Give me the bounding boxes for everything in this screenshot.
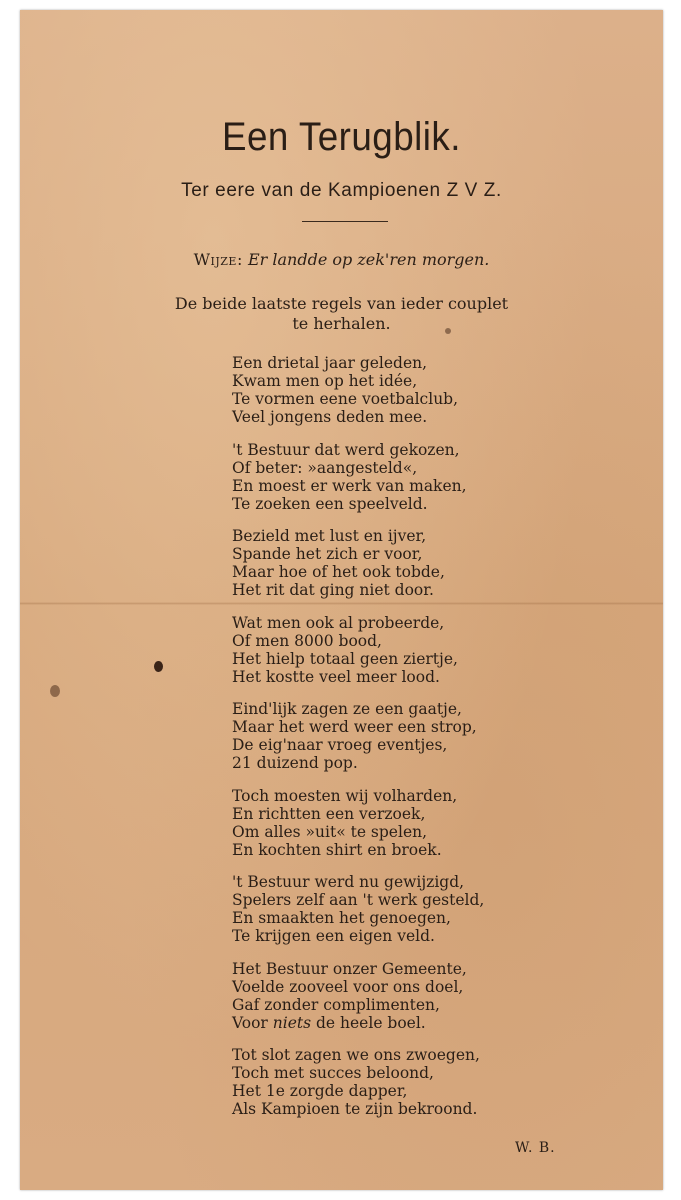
poem-line: Veel jongens deden mee. [232, 408, 428, 426]
divider [302, 221, 388, 222]
stanza [232, 960, 652, 1032]
poem-line: Eind'lijk zagen ze een gaatje, [232, 700, 462, 718]
song-sheet [20, 10, 663, 1190]
poem-line: Het rit dat ging niet door. [232, 581, 434, 599]
poem-line: Toch met succes beloond, [232, 1064, 434, 1082]
poem-line: Te krijgen een eigen veld. [232, 927, 435, 945]
repeat-note-line: De beide laatste regels van ieder couplet [174, 294, 509, 313]
signature: W. B. [515, 1140, 556, 1156]
stain-spot [50, 685, 60, 697]
poem-line: Te vormen eene voetbalclub, [232, 390, 459, 408]
poem-line: Het kostte veel meer lood. [232, 667, 440, 686]
poem [232, 354, 652, 1133]
poem-line: En moest er werk van maken, [232, 476, 467, 495]
poem-line: Maar het werd weer een strop, [232, 718, 477, 736]
poem-line: Voelde zooveel voor ons doel, [232, 977, 464, 996]
poem-line: Spande het zich er voor, [232, 545, 423, 563]
poem-line: Bezield met lust en ijver, [232, 527, 427, 545]
stanza [232, 1046, 652, 1118]
poem-line: Te zoeken een speelveld. [232, 494, 428, 513]
poem-line: Het 1e zorgde dapper, [232, 1082, 408, 1100]
tune-song: Er landde op zek'ren morgen. [247, 250, 490, 269]
poem-line: Of men 8000 bood, [232, 631, 382, 650]
poem-line: Maar hoe of het ook tobde, [232, 563, 445, 581]
page-title: Een Terugblik. [222, 115, 461, 159]
stanza [232, 787, 652, 859]
poem-line: Om alles »uit« te spelen, [232, 822, 428, 841]
stanza [232, 354, 652, 426]
poem-line: Het hielp totaal geen ziertje, [232, 649, 458, 668]
poem-line: 21 duizend pop. [232, 754, 358, 772]
poem-line: En kochten shirt en broek. [232, 840, 442, 859]
stanza [232, 527, 652, 599]
poem-line: En richtten een verzoek, [232, 804, 426, 823]
page-subtitle: Ter eere van de Kampioenen Z V Z. [181, 180, 502, 201]
poem-line: Wat men ook al probeerde, [232, 613, 445, 632]
poem-line: Een drietal jaar geleden, [232, 354, 428, 372]
stanza [232, 614, 652, 686]
poem-line: Gaf zonder complimenten, [232, 995, 440, 1014]
stanza [232, 700, 652, 772]
tune-label: Wijze: [193, 250, 243, 269]
repeat-note-line: te herhalen. [292, 314, 391, 333]
poem-line: Toch moesten wij volharden, [232, 786, 458, 805]
poem-line: 't Bestuur werd nu gewijzigd, [232, 873, 465, 891]
poem-line: De eig'naar vroeg eventjes, [232, 736, 448, 754]
poem-line: En smaakten het genoegen, [232, 909, 451, 927]
poem-line: 't Bestuur dat werd gekozen, [232, 440, 460, 459]
stanza [232, 441, 652, 513]
poem-line: Kwam men op het idée, [232, 372, 418, 390]
tune-line [20, 250, 663, 269]
poem-line: Spelers zelf aan 't werk gesteld, [232, 891, 485, 909]
poem-line: Tot slot zagen we ons zwoegen, [232, 1046, 480, 1064]
stanza [232, 873, 652, 945]
poem-line: Voor niets de heele boel. [232, 1013, 426, 1032]
poem-line: Of beter: »aangesteld«, [232, 458, 418, 477]
repeat-note [20, 294, 663, 334]
poem-line: Als Kampioen te zijn bekroond. [232, 1100, 478, 1118]
ink-spot [154, 661, 163, 672]
poem-line: Het Bestuur onzer Gemeente, [232, 959, 467, 978]
